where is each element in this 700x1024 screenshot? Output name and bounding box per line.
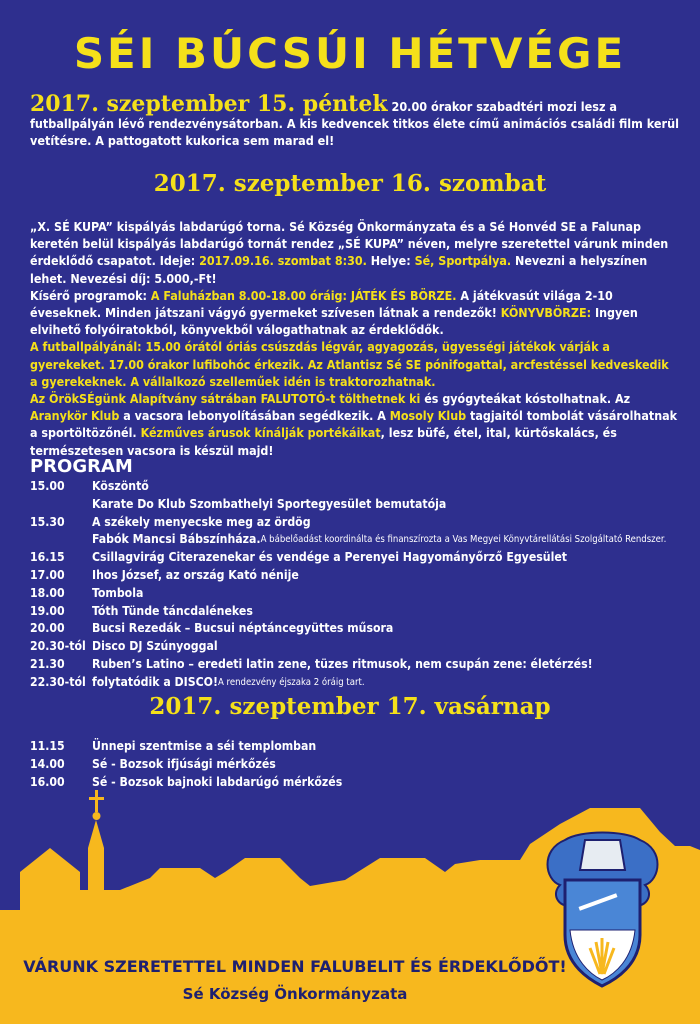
sunday-row bbox=[30, 738, 680, 756]
program-row bbox=[30, 496, 690, 514]
text: és gyógyteákat kóstolhatnak. Az bbox=[420, 391, 631, 407]
text: Kézműves árusok kínálják portékáikat bbox=[140, 425, 381, 441]
program-time: 16.15 bbox=[30, 550, 65, 565]
sunday-text: Sé - Bozsok bajnoki labdarúgó mérkőzés bbox=[92, 774, 343, 789]
program-text: folytatódik a DISCO! bbox=[92, 674, 218, 689]
friday-section bbox=[30, 91, 680, 149]
saturday-football-paragraph bbox=[30, 218, 680, 287]
text: Helye: bbox=[366, 253, 415, 269]
program-time: 21.30 bbox=[30, 656, 65, 671]
program-row bbox=[30, 478, 690, 496]
program-row bbox=[30, 638, 690, 656]
text: Sé, Sportpálya. bbox=[414, 253, 512, 269]
saturday-section bbox=[30, 218, 680, 459]
program-text: Ruben’s Latino – eredeti latin zene, tüzes ritmusok, nem csupán zene: életérzés! bbox=[92, 656, 593, 671]
sunday-time: 16.00 bbox=[30, 774, 65, 789]
program-row bbox=[30, 620, 690, 638]
text: Mosoly Klub bbox=[389, 408, 467, 424]
text: , lesz büfé, étel, ital, kürtőskalács, és természetesen vacsora is készül majd! bbox=[30, 425, 617, 458]
text: Az ÖrökSÉgünk Alapítvány sátrában FALUTOTÓ-t tölthetnek ki bbox=[30, 391, 421, 407]
friday-date: 2017. szeptember 15. péntek bbox=[30, 91, 388, 117]
program-time: 22.30-tól bbox=[30, 674, 86, 689]
program-time bbox=[30, 531, 92, 549]
footer-invitation: VÁRUNK SZERETETTEL MINDEN FALUBELIT ÉS ÉRDEKLŐDŐT! bbox=[23, 957, 567, 976]
text: KÖNYVBÖRZE: bbox=[500, 305, 592, 321]
text: a vacsora lebonyolításában segédkezik. A bbox=[119, 408, 390, 424]
program-row bbox=[30, 585, 690, 603]
program-note: A rendezvény éjszaka 2 óráig tart. bbox=[217, 676, 365, 688]
program-row bbox=[30, 567, 690, 585]
saturday-foundation-paragraph bbox=[30, 390, 680, 459]
sunday-text: Ünnepi szentmise a séi templomban bbox=[92, 739, 317, 753]
program-row bbox=[30, 656, 690, 674]
program-text: Karate Do Klub Szombathelyi Sportegyesület bemutatója bbox=[92, 496, 447, 511]
sunday-time: 14.00 bbox=[30, 756, 65, 771]
program-time: 18.00 bbox=[30, 585, 65, 600]
saturday-side-programs-paragraph bbox=[30, 287, 680, 339]
program-text: A székely menyecske meg az ördög bbox=[92, 514, 311, 529]
coat-of-arms-helmet bbox=[580, 840, 625, 870]
text: Ingyen elvihető folyóiratokból, könyvekből válogathatnak az érdeklődők. bbox=[30, 305, 638, 338]
church-cross-vertical bbox=[95, 790, 98, 812]
program-time: 15.30 bbox=[30, 514, 65, 529]
program-text: Disco DJ Szúnyoggal bbox=[92, 639, 218, 654]
text: Aranykör Klub bbox=[30, 408, 120, 424]
program-text: Ihos József, az ország Kató nénije bbox=[92, 567, 299, 582]
text: tagjaitól tombolát vásárolhatnak a sportöltözőnél. bbox=[30, 408, 678, 441]
church-cross-horizontal bbox=[89, 797, 104, 800]
program-row bbox=[30, 674, 690, 692]
program-time: 20.30-tól bbox=[30, 639, 86, 654]
program-text: Tóth Tünde táncdalénekes bbox=[92, 603, 253, 618]
program-heading: PROGRAM bbox=[30, 456, 133, 477]
program-text: Fabók Mancsi Bábszínháza. bbox=[92, 532, 261, 547]
text: A játékvasút világa 2-10 éveseknek. Minden játszani vágyó gyermeket szívesen látnak a rendezők! bbox=[30, 287, 613, 321]
church-ball bbox=[93, 812, 101, 820]
program-text: Köszöntő bbox=[92, 479, 149, 493]
program-row bbox=[30, 514, 690, 532]
program-time: 20.00 bbox=[30, 621, 65, 636]
text: Kísérő programok: bbox=[30, 287, 151, 303]
program-text: Csillagvirág Citerazenekar és vendége a Perenyei Hagyományőrző Egyesület bbox=[92, 550, 568, 565]
program-time: 15.00 bbox=[30, 479, 65, 493]
program-list bbox=[30, 478, 690, 692]
program-text: Tombola bbox=[92, 585, 144, 600]
text: Nevezni a helyszínen lehet. Nevezési díj: 5.000,-Ft! bbox=[30, 253, 648, 286]
program-row bbox=[30, 531, 690, 549]
text: 2017.09.16. szombat 8:30. bbox=[199, 253, 367, 269]
saturday-field-paragraph: A futballpályánál: 15.00 órától óriás csúszdás légvár, agyagozás, ügyességi játékok várják a gyerekeket. 17.00 órakor lufibohóc érkezik. Az Atlantisz Sé SE pónifogattal, arcfestéssel kedveskedik a gyerekeknek. A vállalkozó szelleműek idén is traktorozhatnak. bbox=[30, 339, 669, 389]
poster-title: SÉI BÚCSÚI HÉTVÉGE bbox=[73, 29, 627, 78]
friday-text: 20.00 órakor szabadtéri mozi lesz a futballpályán lévő rendezvénysátorban. A kis kedvencek titkos élete című animációs családi film kerül vetítésre. A pattogatott kukorica sem marad el! bbox=[30, 99, 679, 148]
text: „X. SÉ KUPA” kispályás labdarúgó torna. Sé Község Önkormányzata és a Sé Honvéd SE a Falunap keretén belül kispályás labdarúgó tornát rendez „SÉ KUPA” néven, melyre szeretettel várunk minden érdeklődő csapatot. Ideje: bbox=[30, 219, 669, 269]
program-row bbox=[30, 603, 690, 621]
saturday-date: 2017. szeptember 16. szombat bbox=[153, 170, 547, 197]
sunday-date: 2017. szeptember 17. vasárnap bbox=[149, 693, 551, 720]
footer-organizer: Sé Község Önkormányzata bbox=[182, 985, 408, 1003]
program-text: Bucsi Rezedák – Bucsui néptáncegyüttes műsora bbox=[92, 621, 394, 636]
program-time: 19.00 bbox=[30, 603, 65, 618]
program-time: 17.00 bbox=[30, 567, 65, 582]
program-row bbox=[30, 549, 690, 567]
program-note: A bábelőadást koordinálta és finanszírozta a Vas Megyei Könyvtárellátási Szolgáltató Rendszer. bbox=[260, 534, 667, 546]
text: A Faluházban 8.00-18.00 óráig: JÁTÉK ÉS BÖRZE. bbox=[150, 287, 457, 303]
program-time bbox=[30, 496, 92, 514]
sunday-text: Sé - Bozsok ifjúsági mérkőzés bbox=[92, 756, 276, 771]
sunday-time: 11.15 bbox=[30, 739, 65, 753]
